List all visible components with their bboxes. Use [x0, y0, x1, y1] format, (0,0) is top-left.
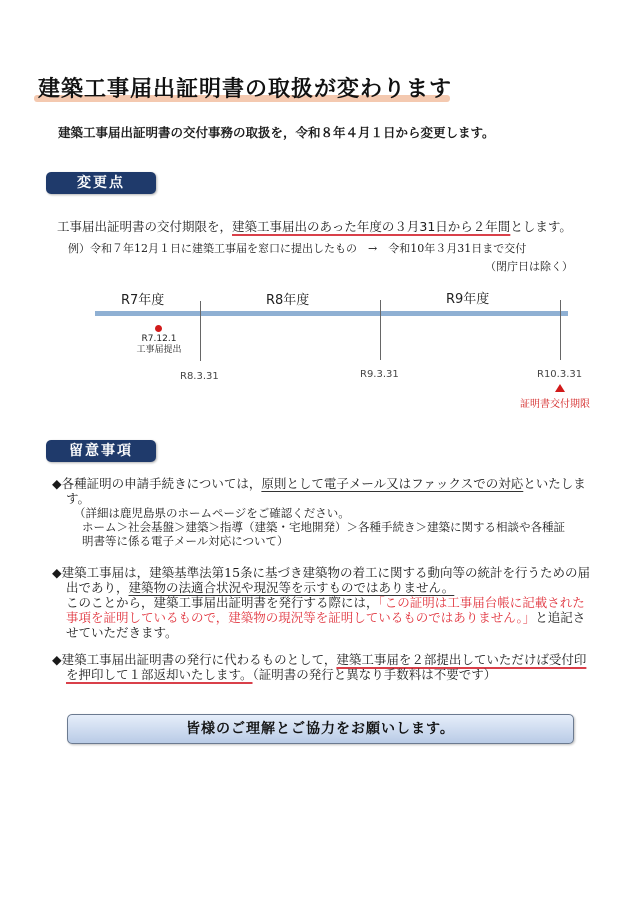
note3-emphasis: 建築工事届を２部提出していただけば受付印を押印して１部返却いたします。: [66, 652, 587, 682]
submission-date: R7.12.1: [141, 334, 177, 344]
note2-red-text: 「この証明は工事届台帳に記載された事項を証明しているもので，建築物の現況等を証明しているものではありません。」: [66, 595, 585, 625]
boundary-date-r9: R9.3.31: [360, 369, 399, 380]
note1-prefix: ◆各種証明の申請手続きについては，: [52, 476, 262, 491]
submission-label: [133, 334, 185, 356]
note2-prefix: ◆建築工事届は，建築基準法第15条に基づき建築物の着工に関する動向等の統計を行うための届出であり，: [52, 565, 591, 595]
section-tag-changes: 変更点: [46, 172, 156, 194]
note3-prefix: ◆建築工事届出証明書の発行に代わるものとして，: [52, 652, 337, 667]
example-note: （閉庁日は除く）: [485, 260, 573, 273]
note-item-2: [52, 565, 592, 640]
page-title: 建築工事届出証明書の取扱が変わります: [38, 77, 453, 102]
boundary-tick-r9: [380, 300, 381, 360]
fiscal-year-r8: R8年度: [266, 293, 310, 308]
note1-detail-1: （詳細は鹿児島県のホームページをご確認ください。: [74, 506, 350, 520]
boundary-date-r8: R8.3.31: [180, 371, 219, 382]
deadline-label: 証明書交付期限: [520, 399, 590, 410]
note1-suffix: といたします。: [66, 476, 586, 506]
boundary-tick-r8: [200, 301, 201, 361]
closing-banner: 皆様のご理解とご協力をお願いします。: [67, 714, 574, 744]
change-statement: [57, 217, 572, 235]
note-item-1: [52, 476, 592, 548]
change-emphasis: 建築工事届出のあった年度の３月31日から２年間: [232, 219, 511, 234]
fiscal-year-r9: R9年度: [446, 292, 490, 307]
note1-detail-2: ホーム＞社会基盤＞建築＞指導（建築・宅地開発）＞各種手続き＞建築に関する相談や各種証明書等に係る電子メール対応について）: [82, 520, 565, 548]
note2-emphasis: 建築物の法適合状況や現況等を示すものではありません。: [128, 580, 455, 595]
section-tag-notes: 留意事項: [46, 440, 156, 462]
timeline-bar: [95, 311, 568, 316]
note3-suffix: （証明書の発行と異なり手数料は不要です）: [252, 667, 497, 682]
change-suffix: とします。: [510, 219, 572, 234]
boundary-date-r10: R10.3.31: [537, 369, 583, 380]
change-prefix: 工事届出証明書の交付期限を，: [57, 219, 233, 234]
note-item-3: [52, 652, 597, 682]
note2-body: このことから，建築工事届出証明書を発行する際には，: [66, 595, 379, 610]
submission-dot-icon: [155, 325, 162, 332]
fiscal-year-r7: R7年度: [121, 293, 165, 308]
intro-text: 建築工事届出証明書の交付事務の取扱を，令和８年４月１日から変更します。: [58, 125, 495, 140]
boundary-tick-r10: [560, 300, 561, 360]
example-text: 例）令和７年12月１日に建築工事届を窓口に提出したもの → 令和10年３月31日まで交付: [68, 242, 527, 255]
submission-caption: 工事届提出: [136, 345, 182, 355]
note1-emphasis: 原則として電子メール又はファックスでの対応: [261, 476, 524, 491]
deadline-triangle-icon: [555, 384, 565, 392]
note2-suffix: と追記させていただきます。: [66, 610, 586, 640]
